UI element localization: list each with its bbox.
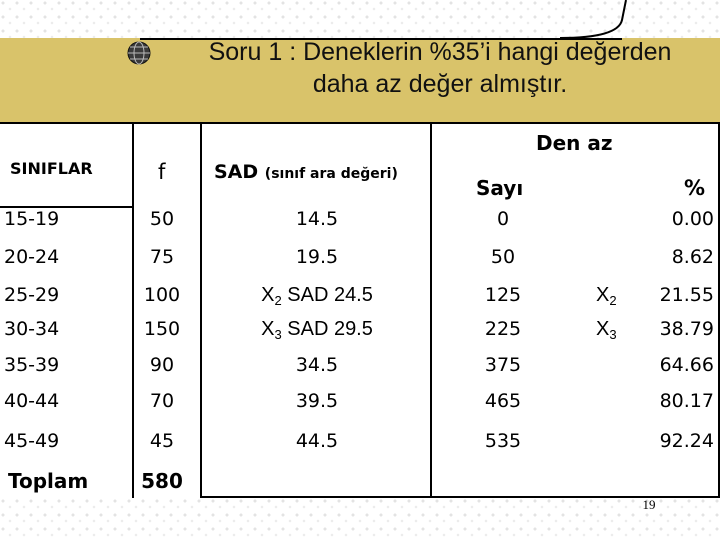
row-sad-value: 44.5	[295, 430, 339, 452]
total-label: Toplam	[8, 469, 89, 493]
row-count: 375	[484, 354, 522, 376]
row-sad	[210, 245, 424, 269]
row-percent: 64.66	[659, 354, 714, 376]
row-interval: 45-49	[4, 430, 60, 452]
row-frequency: 100	[143, 284, 181, 306]
slide-title	[160, 36, 720, 100]
row-percent: 92.24	[659, 430, 714, 452]
row-sad-value: 39.5	[295, 390, 339, 412]
row-count: 0	[496, 208, 510, 230]
row-frequency: 150	[143, 318, 181, 340]
row-sad-symbol: X	[261, 318, 275, 340]
row-interval: 20-24	[4, 246, 60, 268]
row-percent: 0.00	[671, 208, 714, 230]
row-count: 125	[484, 284, 522, 306]
row-marker	[596, 317, 617, 347]
header-count: Sayı	[476, 176, 524, 200]
header-percent: %	[684, 176, 706, 200]
row-percent: 21.55	[659, 284, 714, 306]
title-rule-curve	[560, 0, 630, 40]
row-sad	[210, 317, 424, 347]
row-interval: 35-39	[4, 354, 60, 376]
row-marker-symbol: X	[596, 318, 610, 340]
slide-title-line-1: Soru 1 : Deneklerin %35’i hangi değerden	[208, 38, 672, 66]
header-den-az: Den az	[536, 131, 613, 155]
slide-title-line-2: daha az değer almıştır.	[312, 70, 568, 98]
row-count: 50	[490, 246, 516, 268]
row-sad-value: 19.5	[295, 246, 339, 268]
page-number: 19	[642, 497, 656, 512]
row-frequency: 90	[149, 354, 175, 376]
row-sad	[210, 429, 424, 453]
globe-icon	[126, 40, 152, 66]
row-count: 465	[484, 390, 522, 412]
row-sad-value: SAD 24.5	[281, 284, 373, 306]
column-divider-2	[200, 122, 202, 498]
row-interval: 25-29	[4, 284, 60, 306]
row-sad	[210, 283, 424, 313]
row-interval: 40-44	[4, 390, 60, 412]
row-sad-value: SAD 29.5	[281, 318, 373, 340]
row-marker-subscript: 2	[609, 293, 617, 308]
row-interval: 30-34	[4, 318, 60, 340]
row-frequency: 75	[149, 246, 175, 268]
row-count: 225	[484, 318, 522, 340]
total-value: 580	[141, 469, 183, 493]
row-marker-subscript: 3	[609, 327, 617, 342]
row-sad-value: 34.5	[295, 354, 339, 376]
header-classes: SINIFLAR	[10, 159, 93, 178]
row-count: 535	[484, 430, 522, 452]
column-divider-1	[132, 122, 134, 498]
row-frequency: 45	[149, 430, 175, 452]
title-rule	[140, 0, 622, 40]
row-sad-symbol: X	[261, 284, 275, 306]
header-sad-label: SAD	[214, 161, 259, 183]
row-marker	[596, 283, 617, 313]
column-divider-3	[430, 122, 432, 498]
row-interval: 15-19	[4, 208, 60, 230]
background-pattern-bottom	[0, 498, 720, 540]
header-sad-note: (sınıf ara değeri)	[264, 166, 398, 182]
table-top-border	[0, 122, 720, 124]
row-frequency: 50	[149, 208, 175, 230]
header-frequency: f	[158, 160, 166, 184]
row-frequency: 70	[149, 390, 175, 412]
row-sad	[210, 207, 424, 231]
row-percent: 38.79	[659, 318, 714, 340]
row-percent: 8.62	[671, 246, 714, 268]
row-percent: 80.17	[659, 390, 714, 412]
row-sad-subscript: 2	[274, 293, 282, 308]
row-sad-subscript: 3	[274, 327, 282, 342]
row-marker-symbol: X	[596, 284, 610, 306]
header-sad	[214, 160, 398, 186]
row-sad	[210, 353, 424, 377]
row-sad	[210, 389, 424, 413]
row-sad-value: 14.5	[295, 208, 339, 230]
